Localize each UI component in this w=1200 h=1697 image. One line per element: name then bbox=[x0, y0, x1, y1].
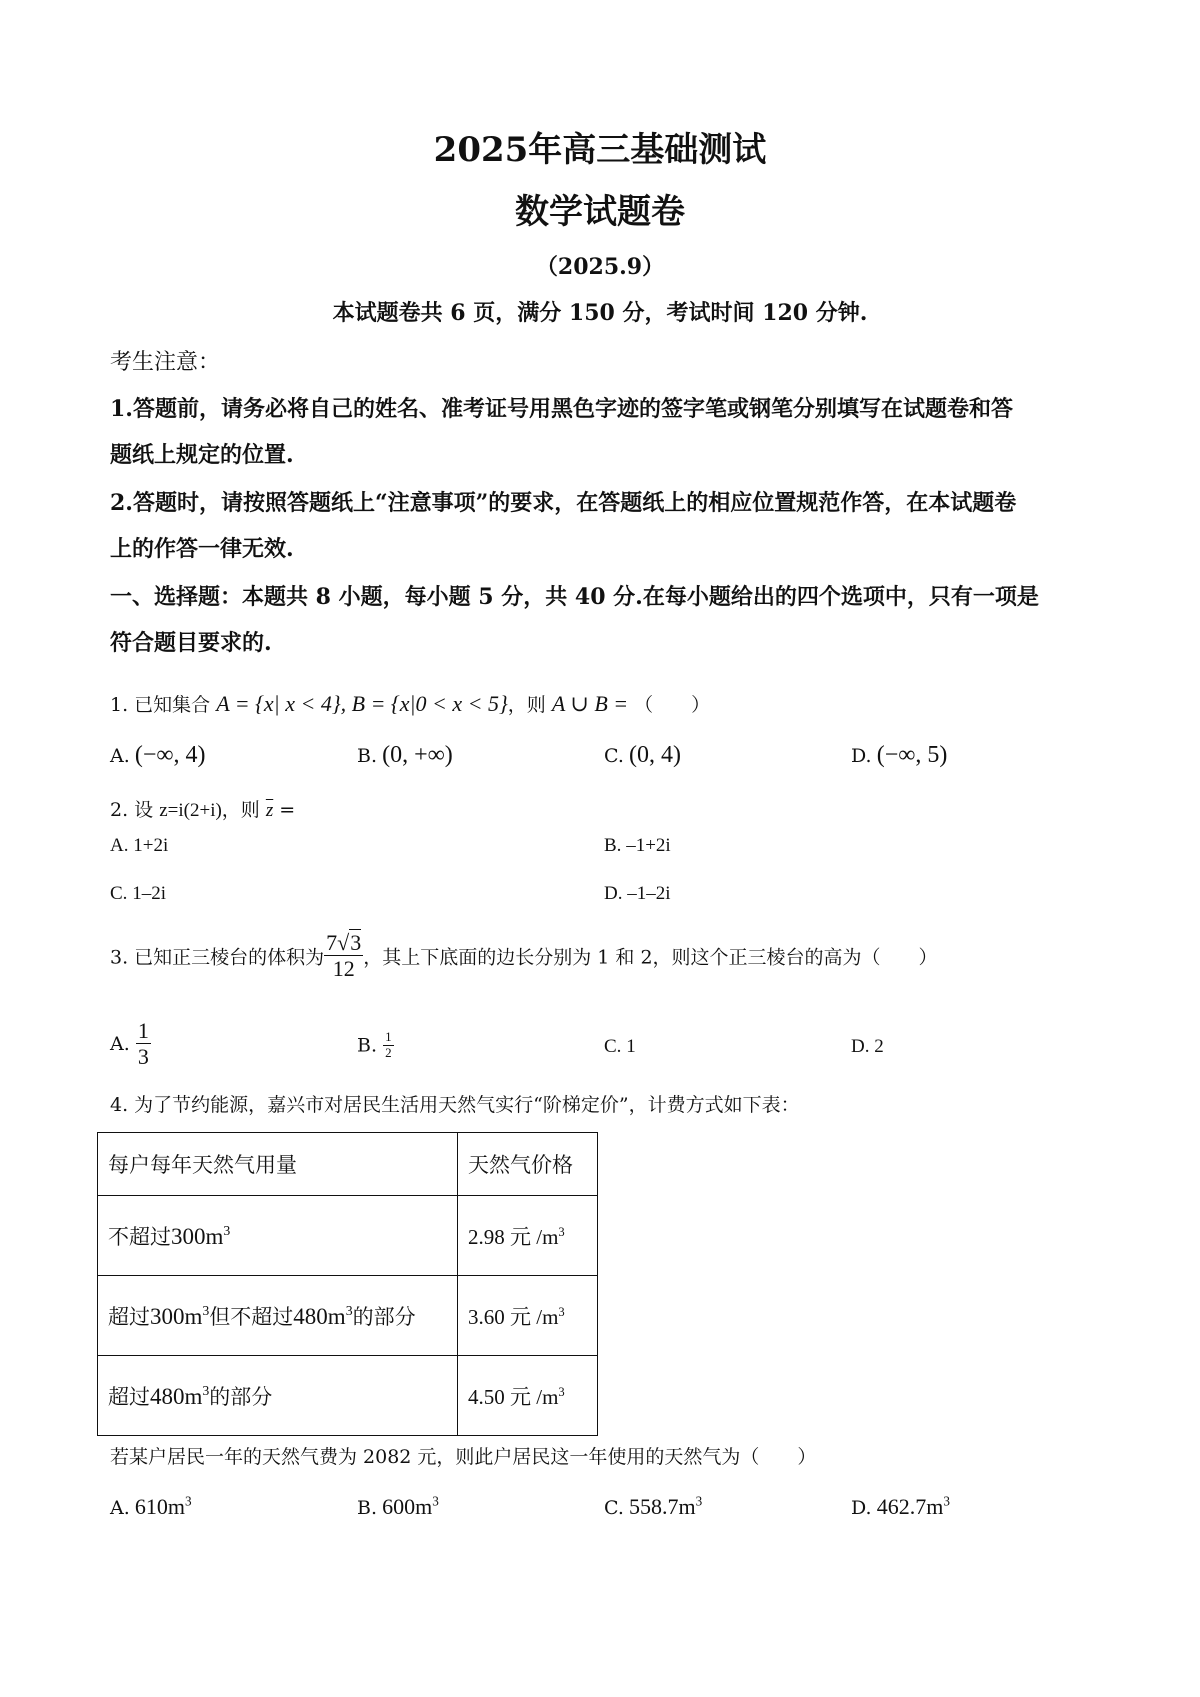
question-1-option-a-value: (−∞, 4) bbox=[134, 742, 206, 768]
table-header-usage: 每户每年天然气用量 bbox=[98, 1133, 458, 1196]
table-cell-price: 4.50 元 $/m^3$ bbox=[458, 1356, 598, 1436]
question-1-option-c-value: (0, 4) bbox=[629, 742, 681, 768]
question-1-option-d-value: (−∞, 5) bbox=[876, 742, 948, 768]
question-3-option-b: B. $\frac{1}{2}$ bbox=[357, 1029, 392, 1060]
question-1-option-a: A. (−∞, 4) bbox=[110, 742, 206, 768]
question-1-option-c: C. (0, 4) bbox=[604, 742, 681, 768]
notice-item-2-line-1: 2.答题时，请按照答题纸上“注意事项”的要求，在答题纸上的相应位置规范作答，在本试题卷 bbox=[110, 490, 1017, 516]
question-3-option-a: A. $\frac{1}{3}$ bbox=[110, 1018, 149, 1070]
table-cell-usage: 超过$480m^3$的部分 bbox=[98, 1356, 458, 1436]
question-4-question: 若某户居民一年的天然气费为 2082 元，则此户居民这一年使用的天然气为（ ） bbox=[110, 1446, 817, 1468]
exam-info: 本试题卷共 6 页，满分 150 分，考试时间 120 分钟. bbox=[332, 300, 868, 326]
question-4-stem: 4. 为了节约能源，嘉兴市对居民生活用天然气实行“阶梯定价”，计费方式如下表： bbox=[110, 1094, 800, 1116]
question-2-option-a: A. 1+2i bbox=[110, 835, 169, 856]
question-3-volume-fraction: $\frac{7√3}{12}$ bbox=[326, 930, 362, 982]
question-1-option-b-value: (0, +∞) bbox=[382, 742, 453, 768]
section-1-heading-line-2: 符合题目要求的. bbox=[110, 630, 272, 656]
question-1-paren: （ ） bbox=[634, 694, 711, 716]
table-cell-usage: 不超过$300m^3$ bbox=[98, 1196, 458, 1276]
notice-item-2-line-2: 上的作答一律无效. bbox=[110, 536, 294, 562]
table-cell-price: 3.60 元 $/m^3$ bbox=[458, 1276, 598, 1356]
question-2-option-c: C. 1–2i bbox=[110, 883, 166, 904]
notice-item-1-line-1: 1.答题前，请务必将自己的姓名、准考证号用黑色字迹的签字笔或钢笔分别填写在试题卷和答 bbox=[110, 396, 1013, 422]
notice-item-1-line-2: 题纸上规定的位置. bbox=[110, 442, 294, 468]
question-4-option-d: D. $462.7m^3$ bbox=[851, 1493, 950, 1519]
table-header-row bbox=[98, 1133, 598, 1196]
question-2-option-d: D. –1–2i bbox=[604, 883, 671, 904]
question-4-option-b: B. $600m^3$ bbox=[357, 1493, 439, 1519]
question-1-prefix: 1. 已知集合 bbox=[110, 694, 211, 716]
question-1-sets: A = {x| x < 4}, B = {x|0 < x < 5} bbox=[216, 691, 508, 716]
table-cell-usage: 超过$300m^3$但不超过$480m^3$的部分 bbox=[98, 1276, 458, 1356]
question-1-stem bbox=[110, 690, 710, 717]
question-4-option-c: C. $558.7m^3$ bbox=[604, 1493, 703, 1519]
exam-title: 2025年高三基础测试 bbox=[433, 130, 767, 170]
exam-date: （2025.9） bbox=[535, 254, 665, 280]
question-1-mid: ，则 bbox=[507, 694, 546, 716]
question-1-union: A ∪ B = bbox=[551, 691, 629, 716]
question-2-expr: z=i(2+i)，则 bbox=[159, 800, 260, 821]
table-row bbox=[98, 1276, 598, 1356]
question-3-option-d: D. 2 bbox=[851, 1036, 884, 1057]
question-3-stem: 3. 已知正三棱台的体积为 $\frac{7√3}{12}$ ，其上下底面的边长分别为 1 和 2，则这个正三棱台的高为（ ） bbox=[110, 930, 938, 982]
table-cell-price: 2.98 元 $/m^3$ bbox=[458, 1196, 598, 1276]
table-row bbox=[98, 1196, 598, 1276]
section-1-heading-line-1: 一、选择题：本题共 8 小题，每小题 5 分，共 40 分.在每小题给出的四个选项中，只有一项是 bbox=[110, 584, 1039, 610]
table-header-price: 天然气价格 bbox=[458, 1133, 598, 1196]
exam-subtitle: 数学试题卷 bbox=[515, 192, 685, 232]
notice-heading: 考生注意： bbox=[110, 350, 221, 375]
question-2-option-b: B. –1+2i bbox=[604, 835, 671, 856]
question-2-zbar: $\overline{z}$ bbox=[265, 800, 274, 821]
question-4-option-a: A. $610m^3$ bbox=[110, 1493, 192, 1519]
question-3-option-c: C. 1 bbox=[604, 1036, 636, 1057]
question-2-stem: 2. 设 z=i(2+i)，则 $\overline{z}$ = bbox=[110, 799, 296, 821]
question-1-option-b: B. (0, +∞) bbox=[357, 742, 453, 768]
question-1-option-d: D. (−∞, 5) bbox=[851, 742, 948, 768]
table-row bbox=[98, 1356, 598, 1436]
gas-price-table bbox=[97, 1132, 598, 1436]
